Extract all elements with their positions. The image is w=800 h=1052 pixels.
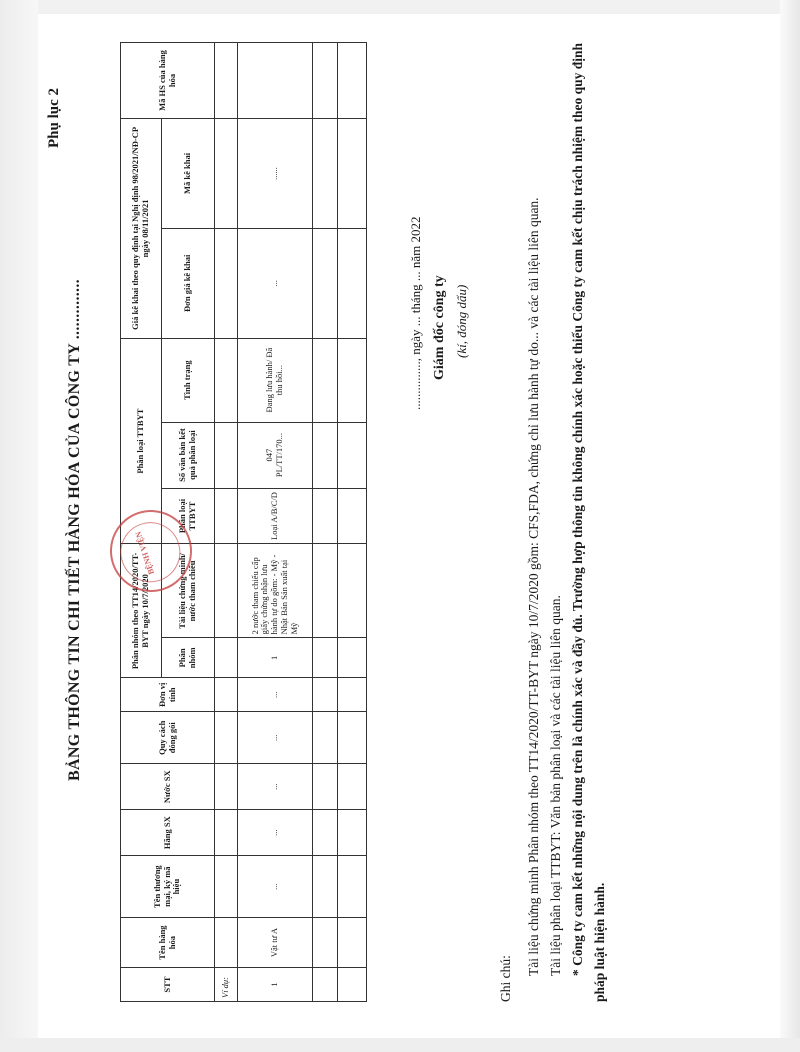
- header-don-vi-tinh: Đơn vị tính: [121, 678, 215, 712]
- cell-ten-hang-hoa: Vật tư A: [238, 918, 313, 968]
- cell-don-gia-ke-khai: ...: [238, 228, 313, 338]
- rotated-document-page: [40, 30, 780, 1030]
- table-row-empty: [313, 43, 338, 1002]
- signature-director-title: Giám đốc công ty: [432, 275, 447, 380]
- cell-stt: 1: [238, 968, 313, 1002]
- cell-phan-nhom: 1: [238, 638, 313, 678]
- cell-ma-hs: [238, 43, 313, 119]
- header-gia-ke-khai-group: Giá kê khai theo quy định tại Nghị định 98/2021/NĐ-CP ngày 08/11/2021: [121, 119, 162, 339]
- header-hang-sx: Hãng SX: [121, 810, 215, 856]
- header-stt: STT: [121, 968, 215, 1002]
- header-don-gia-ke-khai: Đơn giá kê khai: [162, 228, 215, 338]
- header-ma-ke-khai: Mã kê khai: [162, 119, 215, 229]
- table-row-empty: [338, 43, 367, 1002]
- signature-note: (kí, đóng dấu): [454, 284, 469, 358]
- cell-tinh-trang: Đang lưu hành/ Đã thu hồi...: [238, 338, 313, 422]
- header-tai-lieu-chung-minh: Tài liệu chứng minh/ nước tham chiếu: [162, 544, 215, 638]
- document-title: BẢNG THÔNG TIN CHI TIẾT HÀNG HÓA CỦA CÔNG TY ..............: [66, 279, 83, 781]
- header-phan-loai: Phân loại TTBYT: [162, 488, 215, 544]
- appendix-label: Phụ lục 2: [46, 88, 62, 149]
- table-row-example-label: [215, 43, 238, 1002]
- header-phan-nhom-group: Phân nhóm theo TT14/2020/TT-BYT ngày 10/7/2020: [121, 544, 162, 678]
- header-quy-cach: Quy cách đóng gói: [121, 712, 215, 764]
- cell-hang-sx: ...: [238, 810, 313, 856]
- scan-edge-left: [0, 0, 38, 1052]
- example-label: Ví dụ:: [215, 968, 238, 1002]
- table-row: [238, 43, 313, 1002]
- notes-line-3: * Công ty cam kết những nội dung trên là chính xác và đầy đủ. Trường hợp thông tin không chính xác hoặc thiếu Công ty cam kết chịu trách nhiệm theo quy định pháp luật hiện hành.: [570, 42, 607, 1002]
- header-ma-hs: Mã HS của hàng hóa: [121, 43, 215, 119]
- header-ten-hang-hoa: Tên hàng hóa: [121, 918, 215, 968]
- signature-date-line: ..............., ngày ... tháng ... năm 2022: [408, 216, 423, 410]
- notes-line-1: Tài liệu chứng minh Phân nhóm theo TT14/2020/TT-BYT ngày 10/7/2020 gồm: CFS,FDA, chứng chỉ lưu hành tự do... và các tài liệu liên quan.: [526, 197, 541, 976]
- scan-edge-bottom: [0, 1038, 800, 1052]
- cell-phan-loai: Loại A/B/C/D: [238, 488, 313, 544]
- cell-don-vi-tinh: ...: [238, 678, 313, 712]
- header-phan-nhom: Phân nhóm: [162, 638, 215, 678]
- cell-ten-thuong-mai: ...: [238, 856, 313, 918]
- cell-tai-lieu-chung-minh: 2 nước tham chiếu cấp giấy chứng nhận lưu hành tự do gồm: - Mỹ - Nhật Bản Sản xuất tại Mỹ: [238, 544, 313, 638]
- red-seal-text: BỆNH VIỆN: [133, 530, 156, 576]
- cell-ma-ke-khai: ......: [238, 119, 313, 229]
- cell-quy-cach: ...: [238, 712, 313, 764]
- scan-edge-top: [0, 0, 800, 14]
- header-phan-loai-group: Phân loại TTBYT: [121, 338, 162, 544]
- header-ten-thuong-mai: Tên thương mại, ký mã hiệu: [121, 856, 215, 918]
- scan-edge-right: [780, 0, 800, 1052]
- cell-nuoc-sx: ...: [238, 764, 313, 810]
- header-nuoc-sx: Nước SX: [121, 764, 215, 810]
- cell-so-van-ban: 047 PL/TT/170...: [238, 422, 313, 488]
- notes-section: [495, 42, 611, 1002]
- notes-line-2: Tài liệu phân loại TTBYT: Văn bản phân loại và các tài liệu liên quan.: [548, 595, 563, 976]
- notes-heading: Ghi chú:: [498, 955, 513, 1002]
- header-so-van-ban: Số văn bản kết quả phân loại: [162, 422, 215, 488]
- header-tinh-trang: Tình trạng: [162, 338, 215, 422]
